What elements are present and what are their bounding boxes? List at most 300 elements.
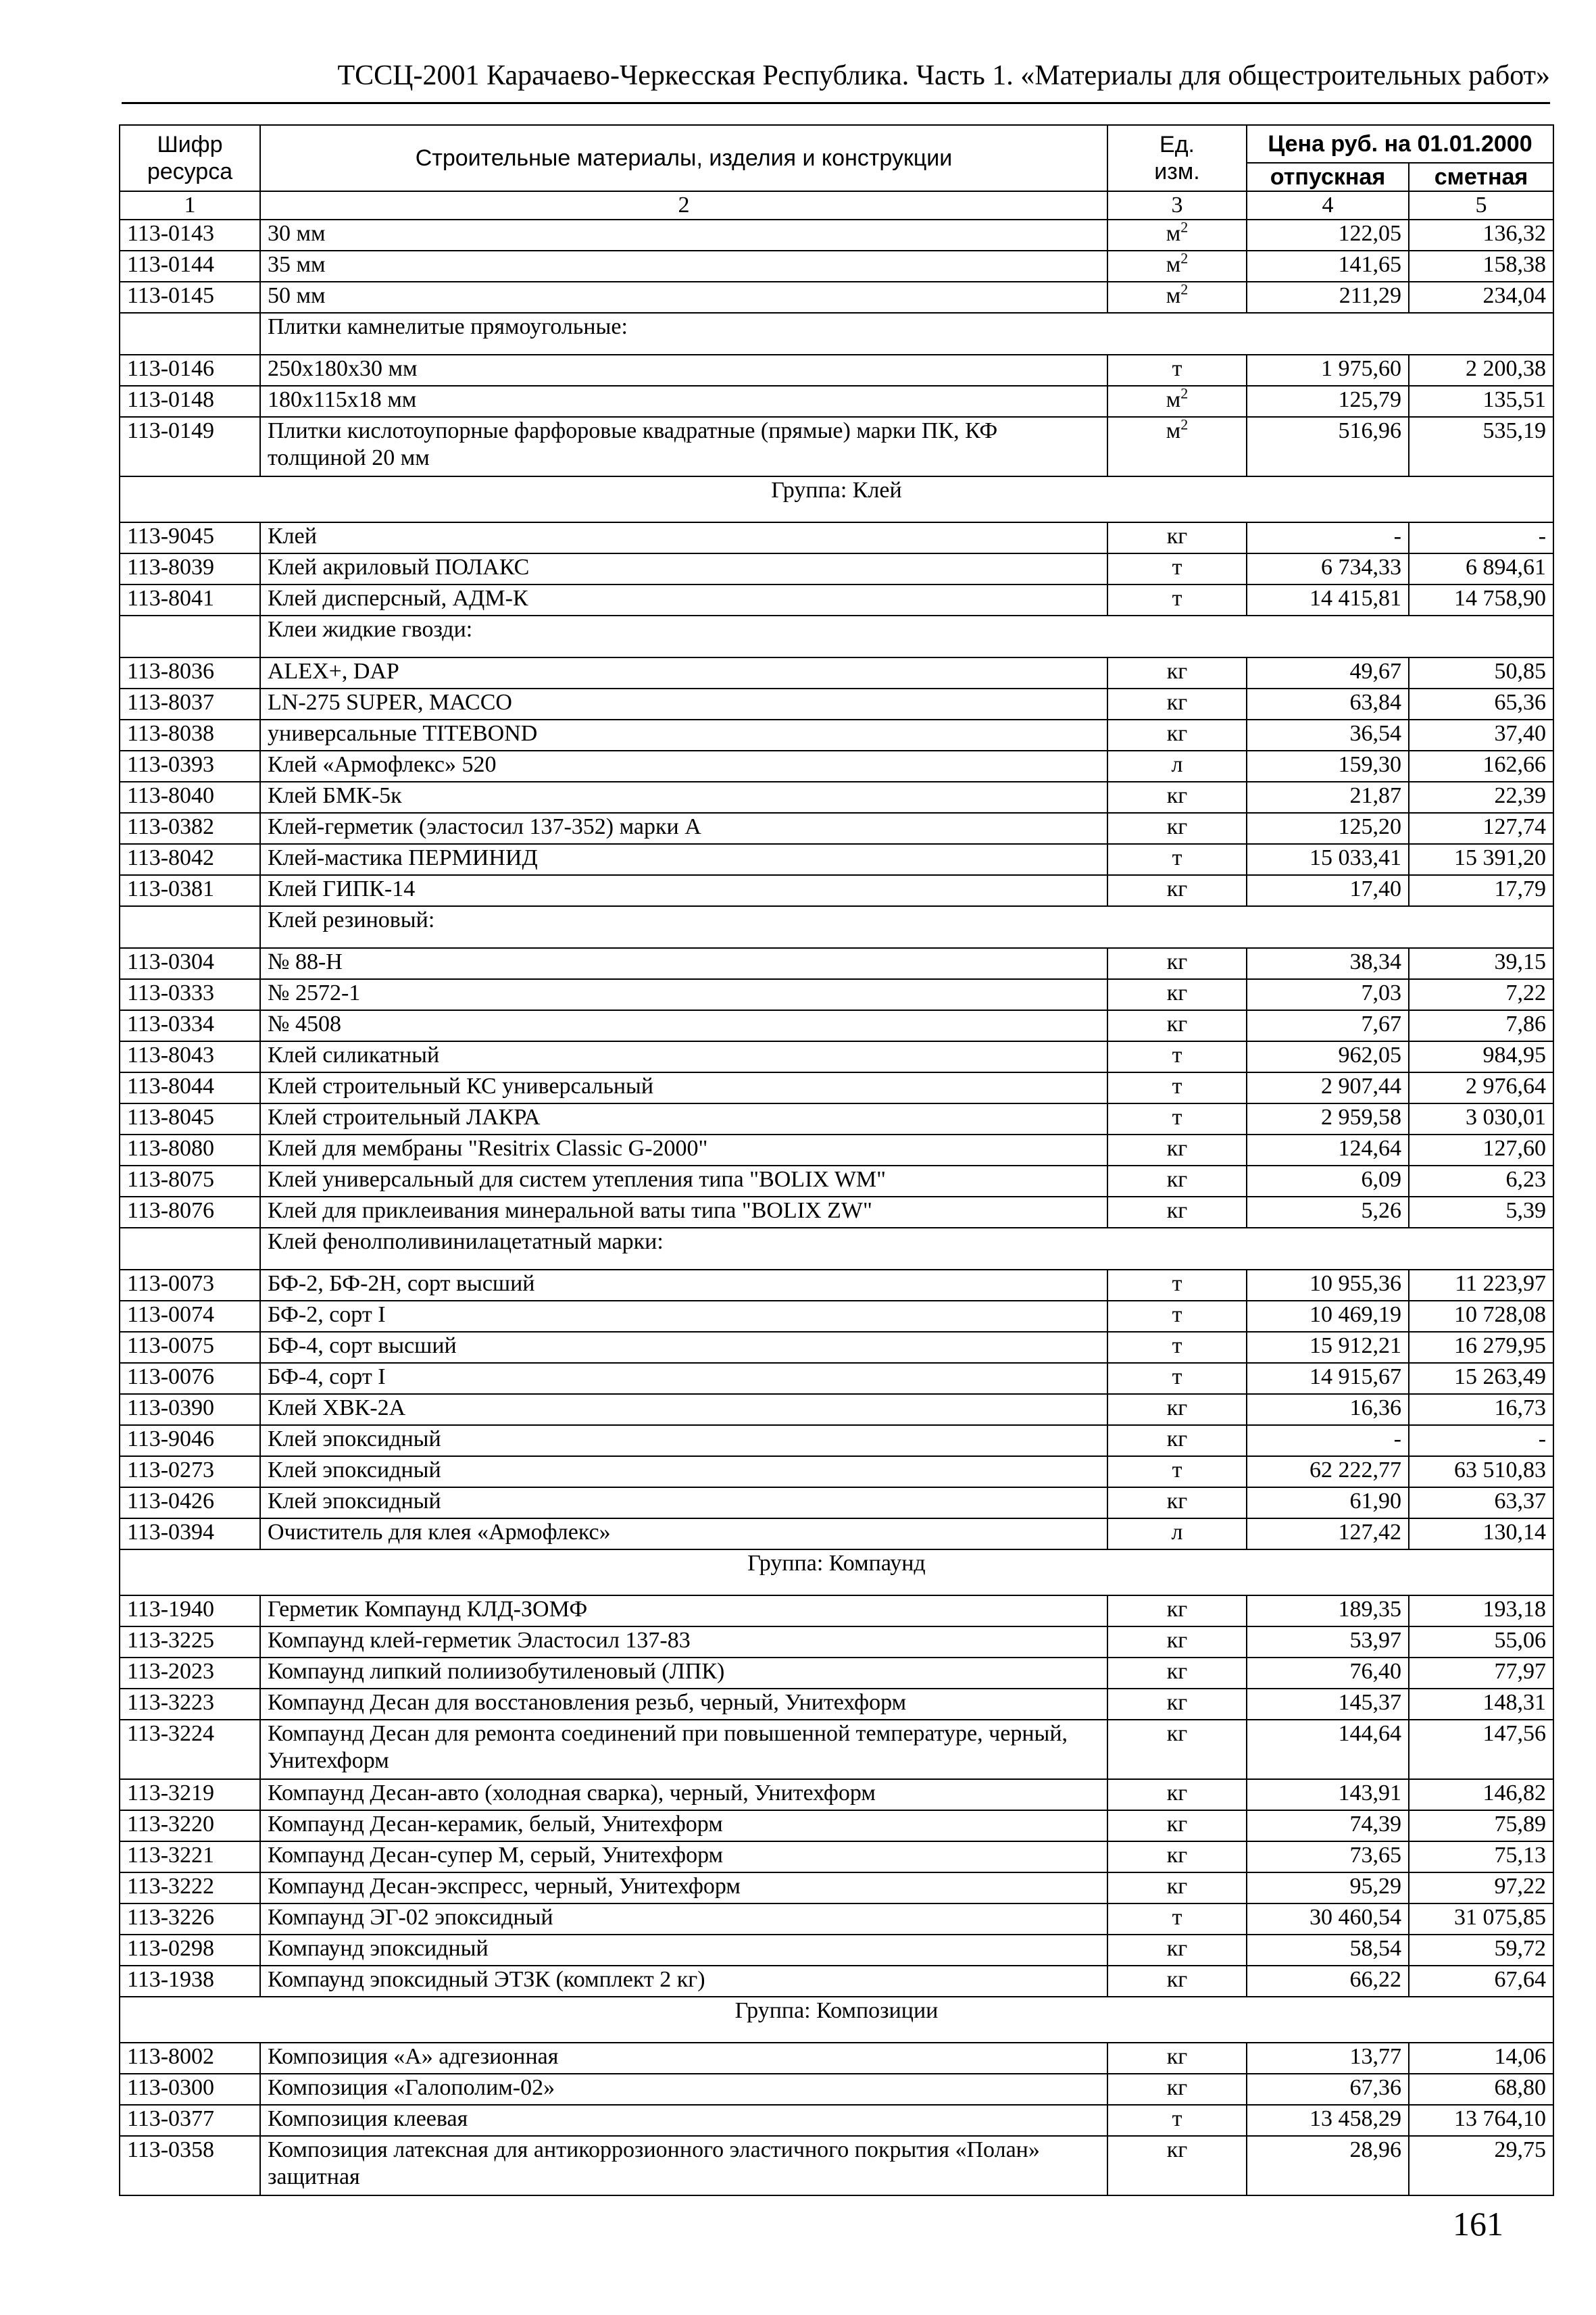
table-row — [120, 720, 1553, 751]
estimate-price: 148,31 — [1409, 1689, 1553, 1720]
unit-cell — [1107, 1626, 1247, 1658]
unit-label: кг — [1166, 524, 1188, 549]
unit-exponent: 2 — [1180, 280, 1189, 298]
estimate-price: 68,80 — [1409, 2074, 1553, 2105]
estimate-price: 75,89 — [1409, 1810, 1553, 1841]
unit-label: кг — [1166, 980, 1188, 1005]
table-row — [120, 1903, 1553, 1935]
code-column-header — [120, 125, 260, 191]
unit-cell — [1107, 1332, 1247, 1363]
unit-cell — [1107, 1041, 1247, 1072]
material-name: Композиция латексная для антикоррозионного эластичного покрытия «Полан» защитная — [260, 2136, 1107, 2195]
unit-label: т — [1172, 1333, 1182, 1358]
unit-label: м — [1166, 418, 1181, 443]
unit-label: м — [1166, 387, 1181, 412]
resource-code: 113-0390 — [120, 1394, 260, 1425]
release-price: 10 955,36 — [1247, 1270, 1409, 1301]
estimate-price: 31 075,85 — [1409, 1903, 1553, 1935]
unit-cell — [1107, 1103, 1247, 1135]
resource-code: 113-0426 — [120, 1487, 260, 1518]
unit-cell — [1107, 948, 1247, 979]
unit-label: л — [1171, 1520, 1183, 1545]
resource-code: 113-0393 — [120, 751, 260, 782]
estimate-price: 10 728,08 — [1409, 1301, 1553, 1332]
resource-code: 113-0377 — [120, 2105, 260, 2136]
material-name: ALEX+, DAP — [260, 657, 1107, 689]
material-name: № 4508 — [260, 1010, 1107, 1041]
release-price: 2 959,58 — [1247, 1103, 1409, 1135]
unit-cell — [1107, 417, 1247, 476]
unit-cell — [1107, 1720, 1247, 1779]
resource-code: 113-9046 — [120, 1425, 260, 1456]
resource-code: 113-3221 — [120, 1841, 260, 1872]
release-price: 21,87 — [1247, 782, 1409, 813]
material-name: Клей для приклеивания минеральной ваты типа "BOLIX ZW" — [260, 1197, 1107, 1228]
unit-cell — [1107, 1810, 1247, 1841]
subheading-text: Клей резиновый: — [260, 906, 1553, 948]
estimate-price: 193,18 — [1409, 1595, 1553, 1626]
unit-label: кг — [1166, 876, 1188, 901]
estimate-price: 6 894,61 — [1409, 553, 1553, 584]
table-row — [120, 1720, 1553, 1779]
table-row — [120, 2105, 1553, 2136]
unit-cell — [1107, 1010, 1247, 1041]
subheading-text: Клей фенолполивинилацетатный марки: — [260, 1228, 1553, 1270]
unit-label: кг — [1166, 1812, 1188, 1837]
table-row — [120, 1103, 1553, 1135]
release-price: 125,79 — [1247, 386, 1409, 417]
empty-code-cell — [120, 1228, 260, 1270]
material-name: Компаунд Десан-экспресс, черный, Унитехформ — [260, 1872, 1107, 1903]
unit-label: кг — [1166, 1781, 1188, 1806]
estimate-price: 2 976,64 — [1409, 1072, 1553, 1103]
estimate-price: 29,75 — [1409, 2136, 1553, 2195]
release-price: 28,96 — [1247, 2136, 1409, 2195]
estimate-price: 63 510,83 — [1409, 1456, 1553, 1487]
estimate-price: - — [1409, 1425, 1553, 1456]
release-price: 145,37 — [1247, 1689, 1409, 1720]
release-price: 14 915,67 — [1247, 1363, 1409, 1394]
unit-cell — [1107, 1595, 1247, 1626]
release-price: 62 222,77 — [1247, 1456, 1409, 1487]
unit-cell — [1107, 220, 1247, 251]
table-row — [120, 553, 1553, 584]
material-name: Клей силикатный — [260, 1041, 1107, 1072]
unit-label: кг — [1166, 1489, 1188, 1514]
unit-label: л — [1171, 752, 1183, 777]
estimate-price: 5,39 — [1409, 1197, 1553, 1228]
release-price: 67,36 — [1247, 2074, 1409, 2105]
release-price: 14 415,81 — [1247, 584, 1409, 616]
table-row — [120, 386, 1553, 417]
estimate-price: 136,32 — [1409, 220, 1553, 251]
release-price: 61,90 — [1247, 1487, 1409, 1518]
unit-cell — [1107, 584, 1247, 616]
unit-label: т — [1172, 356, 1182, 381]
unit-cell — [1107, 1518, 1247, 1549]
release-price: 211,29 — [1247, 282, 1409, 313]
resource-code: 113-1938 — [120, 1966, 260, 1997]
material-name: Клей БМК-5к — [260, 782, 1107, 813]
column-number: 4 — [1247, 191, 1409, 220]
material-name: Клей строительный КС универсальный — [260, 1072, 1107, 1103]
resource-code: 113-0298 — [120, 1935, 260, 1966]
release-price: 159,30 — [1247, 751, 1409, 782]
unit-cell — [1107, 2043, 1247, 2074]
resource-code: 113-8044 — [120, 1072, 260, 1103]
material-name: Компаунд Десан-керамик, белый, Унитехформ — [260, 1810, 1107, 1841]
material-name: 250х180х30 мм — [260, 355, 1107, 386]
unit-label: т — [1172, 1043, 1182, 1068]
estimate-price: 13 764,10 — [1409, 2105, 1553, 2136]
estimate-price: 97,22 — [1409, 1872, 1553, 1903]
estimate-price: 15 263,49 — [1409, 1363, 1553, 1394]
subheading-row — [120, 1228, 1553, 1270]
material-name: Клей акриловый ПОЛАКС — [260, 553, 1107, 584]
release-price: 962,05 — [1247, 1041, 1409, 1072]
resource-code: 113-0146 — [120, 355, 260, 386]
unit-label: кг — [1166, 1628, 1188, 1653]
unit-header-line1: Ед. — [1159, 132, 1195, 157]
price-group-header: Цена руб. на 01.01.2000 — [1247, 125, 1553, 163]
unit-label: кг — [1166, 814, 1188, 839]
resource-code: 113-0333 — [120, 979, 260, 1010]
table-row — [120, 1394, 1553, 1425]
unit-label: кг — [1166, 1843, 1188, 1868]
resource-code: 113-8043 — [120, 1041, 260, 1072]
resource-code: 113-0143 — [120, 220, 260, 251]
estimate-price: 146,82 — [1409, 1779, 1553, 1810]
unit-cell — [1107, 1166, 1247, 1197]
release-price: 143,91 — [1247, 1779, 1409, 1810]
estimate-price: 65,36 — [1409, 689, 1553, 720]
table-row — [120, 1166, 1553, 1197]
material-name: Клей-мастика ПЕРМИНИД — [260, 844, 1107, 875]
unit-exponent: 2 — [1180, 249, 1189, 267]
table-row — [120, 844, 1553, 875]
estimate-price: 77,97 — [1409, 1658, 1553, 1689]
material-name: Компаунд ЭГ-02 эпоксидный — [260, 1903, 1107, 1935]
release-price: 58,54 — [1247, 1935, 1409, 1966]
table-row — [120, 1270, 1553, 1301]
release-price: 74,39 — [1247, 1810, 1409, 1841]
page-header — [122, 59, 1550, 104]
material-name: 50 мм — [260, 282, 1107, 313]
unit-label: кг — [1166, 1167, 1188, 1192]
resource-code: 113-0382 — [120, 813, 260, 844]
material-name: Клей — [260, 522, 1107, 553]
unit-label: кг — [1166, 1395, 1188, 1420]
unit-label: кг — [1166, 1012, 1188, 1037]
resource-code: 113-0381 — [120, 875, 260, 906]
table-row — [120, 1301, 1553, 1332]
material-name: LN-275 SUPER, МАССО — [260, 689, 1107, 720]
unit-cell — [1107, 751, 1247, 782]
unit-label: кг — [1166, 1659, 1188, 1684]
unit-cell — [1107, 1135, 1247, 1166]
subheading-row — [120, 313, 1553, 355]
material-name: Компаунд Десан для восстановления резьб, черный, Унитехформ — [260, 1689, 1107, 1720]
estimate-price: 984,95 — [1409, 1041, 1553, 1072]
table-row — [120, 1935, 1553, 1966]
release-price: 189,35 — [1247, 1595, 1409, 1626]
subheading-text: Плитки камнелитые прямоугольные: — [260, 313, 1553, 355]
table-row — [120, 1010, 1553, 1041]
unit-cell — [1107, 1363, 1247, 1394]
unit-exponent: 2 — [1180, 384, 1189, 402]
group-title: Группа: Композиции — [120, 1997, 1553, 2043]
unit-cell — [1107, 689, 1247, 720]
unit-label: кг — [1166, 1721, 1188, 1746]
resource-code: 113-0273 — [120, 1456, 260, 1487]
unit-label: м — [1166, 283, 1181, 308]
resource-code: 113-8076 — [120, 1197, 260, 1228]
release-price: - — [1247, 522, 1409, 553]
release-price: 76,40 — [1247, 1658, 1409, 1689]
resource-code: 113-8038 — [120, 720, 260, 751]
column-number: 1 — [120, 191, 260, 220]
estimate-price-header: сметная — [1409, 163, 1553, 191]
resource-code: 113-0148 — [120, 386, 260, 417]
estimate-price: 234,04 — [1409, 282, 1553, 313]
release-price: 15 033,41 — [1247, 844, 1409, 875]
unit-cell — [1107, 875, 1247, 906]
table-row — [120, 2043, 1553, 2074]
estimate-price: 75,13 — [1409, 1841, 1553, 1872]
table-row — [120, 1135, 1553, 1166]
group-header-row — [120, 476, 1553, 522]
unit-cell — [1107, 1270, 1247, 1301]
unit-label: т — [1172, 1074, 1182, 1099]
table-row — [120, 1072, 1553, 1103]
table-body — [120, 220, 1553, 2195]
table-row — [120, 657, 1553, 689]
material-name: Клей эпоксидный — [260, 1487, 1107, 1518]
release-price: 125,20 — [1247, 813, 1409, 844]
material-name: Клей эпоксидный — [260, 1456, 1107, 1487]
material-name: Компаунд липкий полиизобутиленовый (ЛПК) — [260, 1658, 1107, 1689]
header-title: ТССЦ-2001 Карачаево-Черкесская Республика. Часть 1. «Материалы для общестроительных работ» — [337, 60, 1550, 91]
unit-label: кг — [1166, 721, 1188, 746]
estimate-price: 16,73 — [1409, 1394, 1553, 1425]
material-name: Компаунд Десан-авто (холодная сварка), черный, Унитехформ — [260, 1779, 1107, 1810]
release-price: 13 458,29 — [1247, 2105, 1409, 2136]
code-header-line1: Шифр — [157, 132, 223, 157]
unit-cell — [1107, 355, 1247, 386]
column-number: 5 — [1409, 191, 1553, 220]
resource-code: 113-0075 — [120, 1332, 260, 1363]
resource-code: 113-0145 — [120, 282, 260, 313]
release-price: 6 734,33 — [1247, 553, 1409, 584]
unit-cell — [1107, 1394, 1247, 1425]
unit-label: кг — [1166, 783, 1188, 808]
unit-label: т — [1172, 1458, 1182, 1483]
release-price: 49,67 — [1247, 657, 1409, 689]
table-row — [120, 417, 1553, 476]
release-price: 73,65 — [1247, 1841, 1409, 1872]
table-row — [120, 282, 1553, 313]
unit-exponent: 2 — [1180, 218, 1189, 236]
unit-label: т — [1172, 1105, 1182, 1130]
table-row — [120, 584, 1553, 616]
unit-cell — [1107, 1658, 1247, 1689]
table-row — [120, 1197, 1553, 1228]
column-number-row — [120, 191, 1553, 220]
unit-cell — [1107, 979, 1247, 1010]
material-name: Компаунд эпоксидный — [260, 1935, 1107, 1966]
table-row — [120, 1487, 1553, 1518]
unit-label: кг — [1166, 1198, 1188, 1223]
release-price: 17,40 — [1247, 875, 1409, 906]
resource-code: 113-0304 — [120, 948, 260, 979]
release-price: 66,22 — [1247, 1966, 1409, 1997]
unit-label: т — [1172, 586, 1182, 611]
group-title: Группа: Компаунд — [120, 1549, 1553, 1595]
group-title: Группа: Клей — [120, 476, 1553, 522]
material-name: Клей эпоксидный — [260, 1425, 1107, 1456]
resource-code: 113-2023 — [120, 1658, 260, 1689]
material-name: Клей дисперсный, АДМ-К — [260, 584, 1107, 616]
material-name: Клей ХВК-2А — [260, 1394, 1107, 1425]
estimate-price: 7,22 — [1409, 979, 1553, 1010]
table-row — [120, 1363, 1553, 1394]
material-name: Клей строительный ЛАКРА — [260, 1103, 1107, 1135]
unit-cell — [1107, 720, 1247, 751]
group-header-row — [120, 1997, 1553, 2043]
material-name: Очиститель для клея «Армофлекс» — [260, 1518, 1107, 1549]
table-row — [120, 251, 1553, 282]
release-price: 15 912,21 — [1247, 1332, 1409, 1363]
unit-cell — [1107, 1935, 1247, 1966]
resource-code: 113-3220 — [120, 1810, 260, 1841]
resource-code: 113-8045 — [120, 1103, 260, 1135]
resource-code: 113-0073 — [120, 1270, 260, 1301]
unit-label: кг — [1166, 1426, 1188, 1451]
release-price: 144,64 — [1247, 1720, 1409, 1779]
table-row — [120, 979, 1553, 1010]
release-price: 127,42 — [1247, 1518, 1409, 1549]
release-price: 2 907,44 — [1247, 1072, 1409, 1103]
material-name: Клей-герметик (эластосил 137-352) марки А — [260, 813, 1107, 844]
unit-label: т — [1172, 555, 1182, 580]
material-name: БФ-2, сорт I — [260, 1301, 1107, 1332]
resource-code: 113-8080 — [120, 1135, 260, 1166]
resource-code: 113-8039 — [120, 553, 260, 584]
table-row — [120, 220, 1553, 251]
unit-label: т — [1172, 2106, 1182, 2131]
release-price: 124,64 — [1247, 1135, 1409, 1166]
resource-code: 113-1940 — [120, 1595, 260, 1626]
column-number: 2 — [260, 191, 1107, 220]
table-row — [120, 782, 1553, 813]
material-name: Компаунд эпоксидный ЭТЗК (комплект 2 кг) — [260, 1966, 1107, 1997]
unit-cell — [1107, 2136, 1247, 2195]
unit-label: кг — [1166, 1136, 1188, 1161]
unit-cell — [1107, 2074, 1247, 2105]
estimate-price: 59,72 — [1409, 1935, 1553, 1966]
unit-cell — [1107, 522, 1247, 553]
estimate-price: 39,15 — [1409, 948, 1553, 979]
release-price: 516,96 — [1247, 417, 1409, 476]
estimate-price: 535,19 — [1409, 417, 1553, 476]
resource-code: 113-0300 — [120, 2074, 260, 2105]
estimate-price: 7,86 — [1409, 1010, 1553, 1041]
unit-label: кг — [1166, 659, 1188, 684]
unit-cell — [1107, 1872, 1247, 1903]
material-name: Клей «Армофлекс» 520 — [260, 751, 1107, 782]
resource-code: 113-3226 — [120, 1903, 260, 1935]
unit-label: кг — [1166, 1690, 1188, 1715]
unit-cell — [1107, 1689, 1247, 1720]
unit-cell — [1107, 782, 1247, 813]
estimate-price: 130,14 — [1409, 1518, 1553, 1549]
estimate-price: 63,37 — [1409, 1487, 1553, 1518]
resource-code: 113-0144 — [120, 251, 260, 282]
release-price: 13,77 — [1247, 2043, 1409, 2074]
release-price: 16,36 — [1247, 1394, 1409, 1425]
estimate-price: 14,06 — [1409, 2043, 1553, 2074]
table-row — [120, 1626, 1553, 1658]
material-name: Композиция «А» адгезионная — [260, 2043, 1107, 2074]
table-row — [120, 2136, 1553, 2195]
resource-code: 113-8002 — [120, 2043, 260, 2074]
estimate-price: 11 223,97 — [1409, 1270, 1553, 1301]
table-row — [120, 355, 1553, 386]
material-name: БФ-2, БФ-2Н, сорт высший — [260, 1270, 1107, 1301]
unit-label: кг — [1166, 1967, 1188, 1992]
empty-code-cell — [120, 313, 260, 355]
estimate-price: 3 030,01 — [1409, 1103, 1553, 1135]
resource-code: 113-9045 — [120, 522, 260, 553]
release-price: 5,26 — [1247, 1197, 1409, 1228]
resource-code: 113-0334 — [120, 1010, 260, 1041]
material-name: Клей для мембраны "Resitrix Classic G-2000" — [260, 1135, 1107, 1166]
unit-cell — [1107, 553, 1247, 584]
unit-cell — [1107, 1779, 1247, 1810]
estimate-price: 162,66 — [1409, 751, 1553, 782]
material-name: Композиция «Галополим-02» — [260, 2074, 1107, 2105]
unit-label: т — [1172, 1271, 1182, 1296]
unit-cell — [1107, 1301, 1247, 1332]
resource-code: 113-0394 — [120, 1518, 260, 1549]
release-price: 6,09 — [1247, 1166, 1409, 1197]
estimate-price: 127,60 — [1409, 1135, 1553, 1166]
unit-cell — [1107, 2105, 1247, 2136]
column-number: 3 — [1107, 191, 1247, 220]
table-row — [120, 1518, 1553, 1549]
estimate-price: 22,39 — [1409, 782, 1553, 813]
unit-label: кг — [1166, 2075, 1188, 2100]
unit-label: т — [1172, 1302, 1182, 1327]
release-price: - — [1247, 1425, 1409, 1456]
table-row — [120, 1041, 1553, 1072]
release-price: 122,05 — [1247, 220, 1409, 251]
estimate-price: 15 391,20 — [1409, 844, 1553, 875]
resource-code: 113-0074 — [120, 1301, 260, 1332]
unit-cell — [1107, 1072, 1247, 1103]
resource-code: 113-3223 — [120, 1689, 260, 1720]
estimate-price: 147,56 — [1409, 1720, 1553, 1779]
table-row — [120, 1658, 1553, 1689]
table-row — [120, 875, 1553, 906]
table-row — [120, 813, 1553, 844]
unit-label: т — [1172, 1905, 1182, 1930]
resource-code: 113-8042 — [120, 844, 260, 875]
estimate-price: 16 279,95 — [1409, 1332, 1553, 1363]
unit-cell — [1107, 1425, 1247, 1456]
table-row — [120, 689, 1553, 720]
unit-cell — [1107, 251, 1247, 282]
